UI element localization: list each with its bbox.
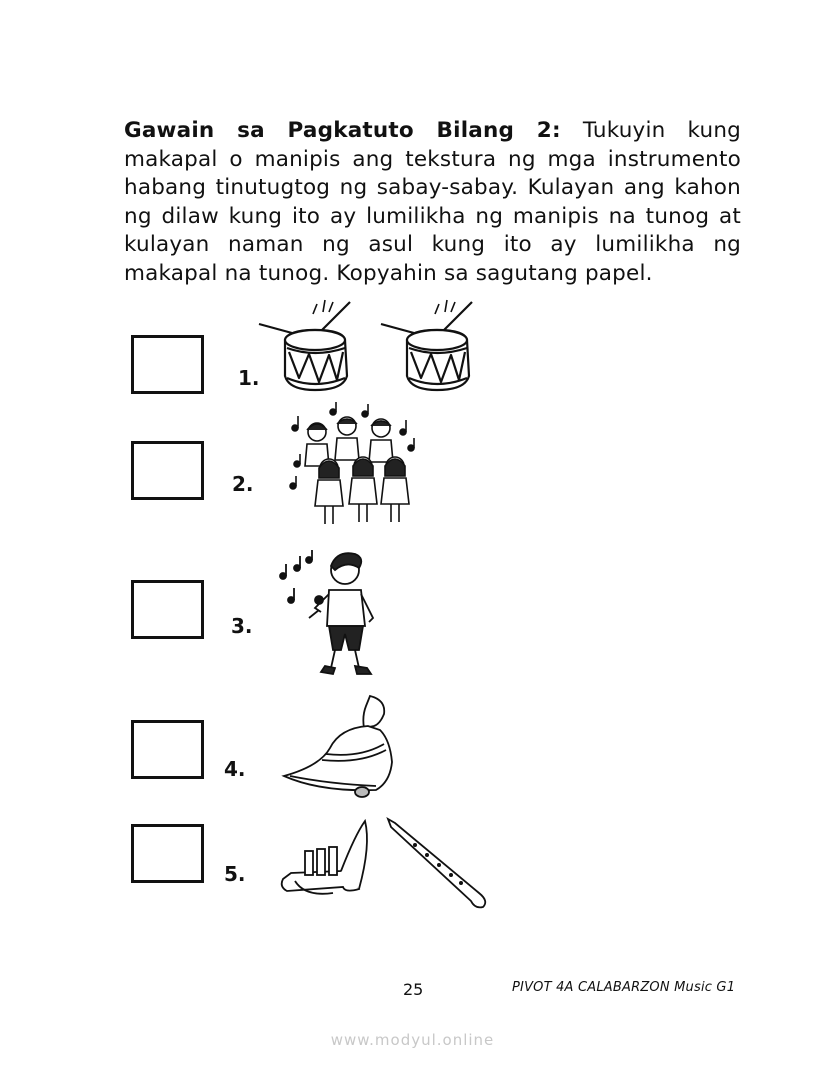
item-number-5: 5. [224, 862, 246, 886]
trumpet-clarinet-icon [275, 815, 500, 910]
item-number-1: 1. [238, 366, 260, 390]
page-number: 25 [403, 980, 424, 999]
footer-series: PIVOT 4A CALABARZON Music G1 [512, 980, 736, 995]
instructions-heading: Gawain sa Pagkatuto Bilang 2: [124, 118, 561, 143]
bell-icon [280, 692, 400, 802]
answer-box-1[interactable] [131, 335, 204, 394]
answer-box-2[interactable] [131, 441, 204, 500]
drum-icon [255, 298, 475, 393]
answer-box-4[interactable] [131, 720, 204, 779]
item-number-2: 2. [232, 472, 254, 496]
answer-box-5[interactable] [131, 824, 204, 883]
singer-icon [275, 548, 385, 678]
item-number-4: 4. [224, 757, 246, 781]
answer-box-3[interactable] [131, 580, 204, 639]
instructions-body: Tukuyin kung makapal o manipis ang tekstura ng mga instrumento habang tinutugtog ng sabay-sabay. Kulayan ang kahon ng dilaw kung ito ay lumilikha ng manipis na tunog at kulayan naman ng asul kung ito ay lumilikha ng makapal na tunog. Kopyahin sa sagutang papel. [124, 118, 741, 286]
instructions [124, 117, 741, 289]
choir-icon [285, 400, 420, 528]
watermark: www.modyul.online [330, 1031, 495, 1049]
item-number-3: 3. [231, 614, 253, 638]
